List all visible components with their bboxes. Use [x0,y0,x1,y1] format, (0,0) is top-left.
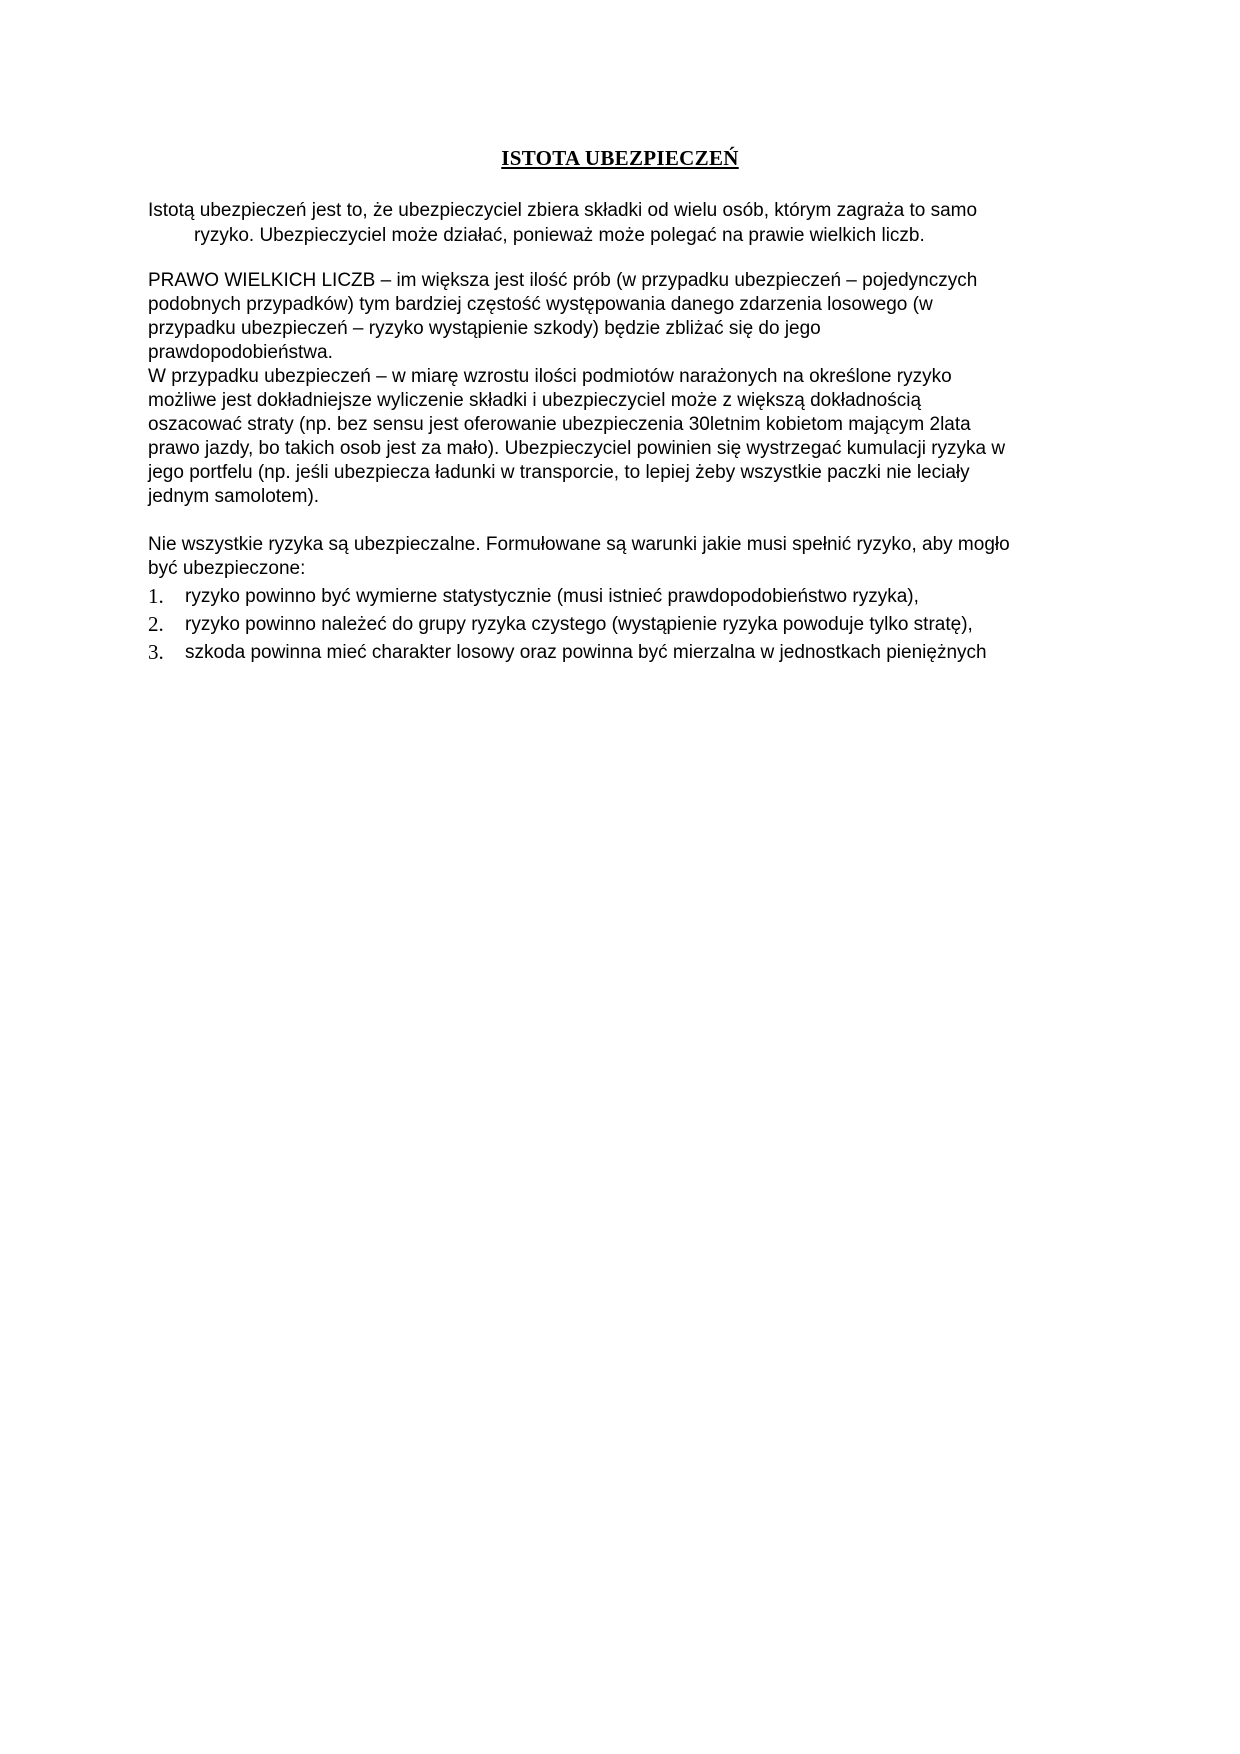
list-item [148,583,1098,611]
list-number: 2. [148,612,164,636]
law-line: PRAWO WIELKICH LICZB – im większa jest ilość prób (w przypadku ubezpieczeń – pojedynczych [148,270,978,291]
conditions-paragraph [148,533,1098,581]
intro-line: ryzyko. Ubezpieczyciel może działać, ponieważ może polegać na prawie wielkich liczb. [194,225,925,246]
conditions-list [148,583,1098,667]
law-line: W przypadku ubezpieczeń – w miarę wzrostu ilości podmiotów narażonych na określone ryzyko [148,366,952,387]
law-line: prawdopodobieństwa. [148,342,333,363]
list-item [148,639,1098,667]
law-line: jednym samolotem). [148,486,320,507]
intro-line: Istotą ubezpieczeń jest to, że ubezpieczyciel zbiera składki od wielu osób, którym zagraża to samo [148,200,978,221]
law-line: podobnych przypadków) tym bardziej częstość występowania danego zdarzenia losowego (w [148,294,933,315]
list-number: 3. [148,640,164,664]
list-item-text: ryzyko powinno należeć do grupy ryzyka czystego (wystąpienie ryzyka powoduje tylko stratę), [185,614,973,635]
law-paragraph [148,269,1098,509]
list-number: 1. [148,584,164,608]
list-item-text: ryzyko powinno być wymierne statystycznie (musi istnieć prawdopodobieństwo ryzyka), [185,586,919,607]
law-line: prawo jazdy, bo takich osob jest za mało). Ubezpieczyciel powinien się wystrzegać kumulacji ryzyka w [148,438,1006,459]
intro-paragraph [148,198,1098,248]
conditions-line: Nie wszystkie ryzyka są ubezpieczalne. Formułowane są warunki jakie musi spełnić ryzyko, aby mogło [148,534,1010,555]
law-line: przypadku ubezpieczeń – ryzyko wystąpienie szkody) będzie zbliżać się do jego [148,318,821,339]
document-title: ISTOTA UBEZPIECZEŃ [501,146,739,170]
law-line: możliwe jest dokładniejsze wyliczenie składki i ubezpieczyciel może z większą dokładnością [148,390,922,411]
list-item [148,611,1098,639]
conditions-line: być ubezpieczone: [148,558,306,579]
list-item-text: szkoda powinna mieć charakter losowy oraz powinna być mierzalna w jednostkach pieniężnych [185,642,987,663]
law-line: jego portfelu (np. jeśli ubezpiecza ładunki w transporcie, to lepiej żeby wszystkie paczki nie leciały [148,462,970,483]
law-line: oszacować straty (np. bez sensu jest oferowanie ubezpieczenia 30letnim kobietom mającym 2lata [148,414,971,435]
